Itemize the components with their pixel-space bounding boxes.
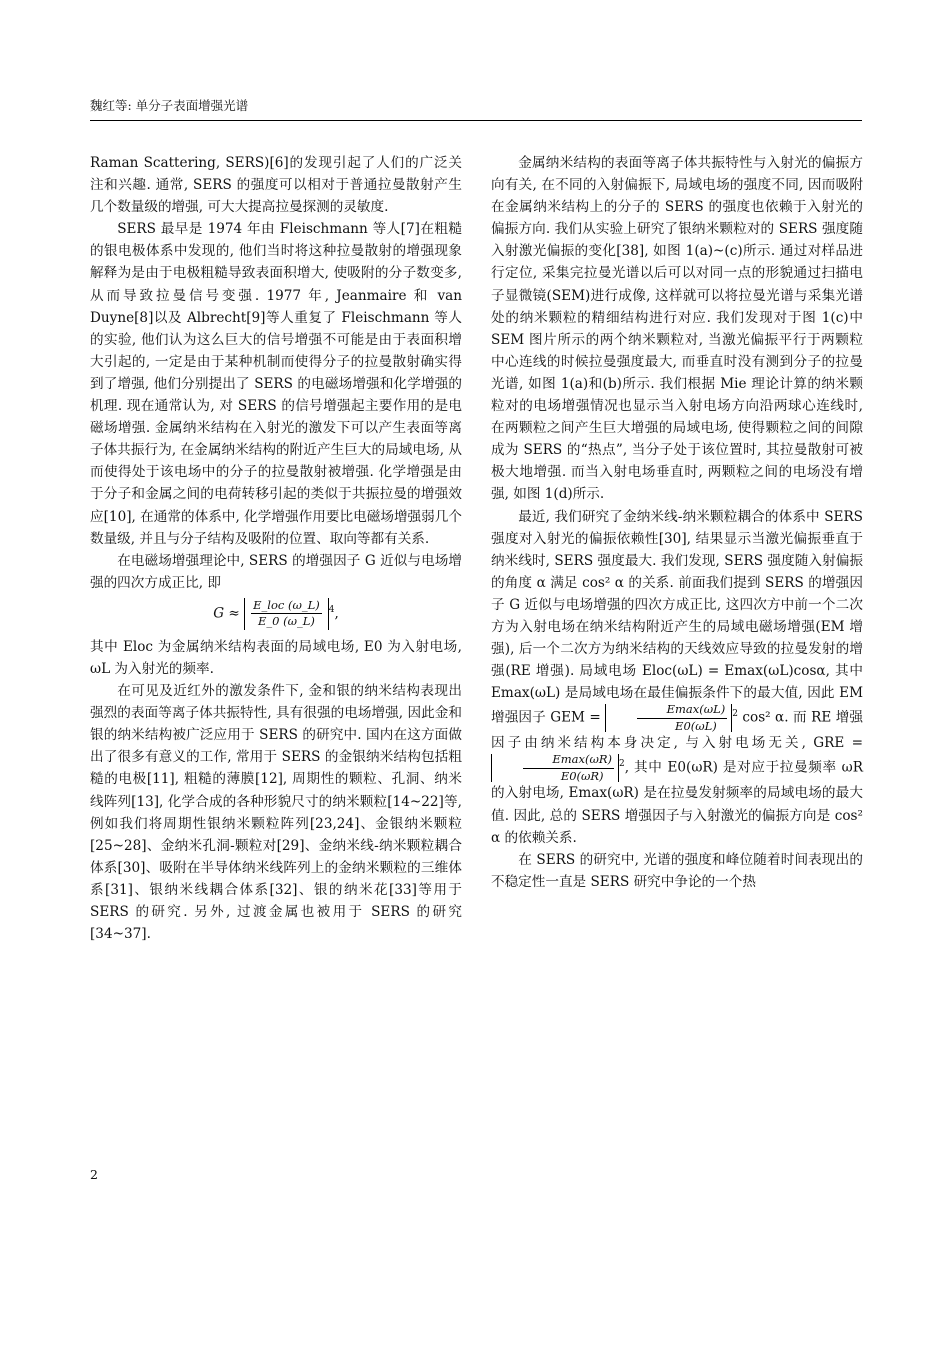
right-column (491, 152, 863, 893)
right-paragraph-2: 最近, 我们研究了金纳米线-纳米颗粒耦合的体系中 SERS 强度对入射光的偏振依赖性[30], 结果显示当激光偏振垂直于纳米线时, SERS 强度最大. 我们发现, SERS 强度随入射偏振的角度 α 满足 cos² α 的关系. 前面我们提到 SERS 的增强因子 G 近似与电场增强的四次方成正比, 这四次方中前一个二次方为入射电场在纳米结构附近产生的局域电磁场增强(EM 增强), 后一个二次方为纳米结构的天线效应导致的拉曼发射的增强(RE 增强). 局域电场 Eloc(ωL) = Emax(ωL)cosα, 其中 Emax(ωL) 是局域电场在最佳偏振条件下的最大值, 因此 EM 增强因子 GEM = $\frac{Emax(\omega L)}{E0(\omega L)}$ $^2$ cos² α. 而 RE 增强因子由纳米结构本身决定, 与入射电场无关, GRE = $\frac{Emax(\omega R)}{E0(\omega R)}$ $^2$, 其中 E0(ωR) 是对应于拉曼频率 ωR 的入射电场, Emax(ωR) 是在拉曼发射频率的局域电场的最大值. 因此, 总的 SERS 增强因子与入射激光的偏振方向是 cos² α 的依赖关系. (491, 508, 863, 846)
left-paragraph-1: Raman Scattering, SERS)[6]的发现引起了人们的广泛关注和兴趣. 通常, SERS 的强度可以相对于普通拉曼散射产生几个数量级的增强, 可大大提高拉曼探测的灵敏度. (90, 155, 462, 216)
gem-denominator: E0(ωL) (675, 718, 717, 733)
gre-denominator: E0(ωR) (560, 768, 604, 783)
right-paragraph-1: 金属纳米结构的表面等离子体共振特性与入射光的偏振方向有关, 在不同的入射偏振下, 局域电场的强度不同, 因而吸附在金属纳米结构上的分子的 SERS 的强度也依赖于入射光的偏振方向. 我们从实验上研究了银纳米颗粒对的 SERS 强度随入射激光偏振的变化[38], 如图 1(a)~(c)所示. 通过对样品进行定位, 采集完拉曼光谱以后可以对同一点的形貌通过扫描电子显微镜(SEM)进行成像, 这样就可以将拉曼光谱与采集光谱处的纳米颗粒的精细结构进行对应. 我们发现对于图 1(c)中 SEM 图片所示的两个纳米颗粒对, 当激光偏振平行于两颗粒中心连线的时候拉曼强度最大, 而垂直时没有测到分子的拉曼光谱, 如图 1(a)和(b)所示. 我们根据 Mie 理论计算的纳米颗粒对的电场增强情况也显示当入射电场方向沿两球心连线时, 在两颗粒之间产生巨大增强的局域电场, 使得颗粒之间的间隙成为 SERS 的“热点”, 当分子处于该位置时, 其拉曼散射可被极大地增强. 而当入射电场垂直时, 两颗粒之间的电场没有增强, 如图 1(d)所示. (491, 155, 863, 503)
formula-denominator: E_0 (ω_L) (257, 614, 315, 629)
gem-abs (605, 704, 732, 732)
formula-abs (244, 598, 329, 630)
page-number: 2 (90, 1167, 98, 1182)
gre-abs (491, 754, 619, 782)
left-paragraph-5: 在可见及近红外的激发条件下, 金和银的纳米结构表现出强烈的表面等离子体共振特性, 具有很强的电场增强, 因此金和银的纳米结构被广泛应用于 SERS 的研究中. 国内在这方面做出了很多有意义的工作, 常用于 SERS 的金银纳米结构包括粗糙的电极[11], 粗糙的薄膜[12], 周期性的颗粒、孔洞、纳米线阵列[13], 化学合成的各种形貌尺寸的纳米颗粒[14~22]等, 例如我们将周期性银纳米颗粒阵列[23,24]、金银纳米颗粒[25~28]、金纳米孔洞-颗粒对[29]、金纳米线-纳米颗粒耦合体系[30]、吸附在半导体纳米线阵列上的金纳米颗粒的三维体系[31]、银纳米线耦合体系[32]、银的纳米花[33]等用于 SERS 的研究. 另外, 过渡金属也被用于 SERS 的研究[34~37]. (90, 683, 462, 943)
right-p2b-tail: cos² α. 而 RE 增强因子由纳米结构本身决定, 与入射电场无关, GRE = (491, 709, 863, 752)
gre-numerator: Emax(ωR) (523, 754, 614, 769)
left-column (90, 152, 462, 945)
formula-power: 4 (328, 604, 335, 615)
formula-G (90, 598, 462, 630)
gem-numerator: Emax(ωL) (637, 704, 727, 719)
left-paragraph-2: SERS 最早是 1974 年由 Fleischmann 等人[7]在粗糙的银电极体系中发现的, 他们当时将这种拉曼散射的增强现象解释为是由于电极粗糙导致表面积增大, 使吸附的分子数变多, 从而导致拉曼信号变强. 1977 年, Jeanmaire 和 van Duyne[8]以及 Albrecht[9]等人重复了 Fleischmann 等人的实验, 他们认为这么巨大的信号增强不可能是由于表面积增大引起的, 一定是由于某种机制而使得分子的拉曼散射确实得到了增强, 他们分别提出了 SERS 的电磁场增强和化学增强的机理. 现在通常认为, 对 SERS 的信号增强起主要作用的是电磁场增强. 金属纳米结构在入射光的激发下可以产生表面等离子体共振行为, 在金属纳米结构的附近产生巨大的局域电场, 从而使得处于该电场中的分子的拉曼散射被增强. 化学增强是由于分子和金属之间的电荷转移引起的类似于共振拉曼的增强效应[10], 在通常的体系中, 化学增强作用要比电磁场增强弱几个数量级, 并且与分子结构及吸附的位置、取向等都有关系. (90, 221, 462, 547)
header-rule (90, 120, 862, 121)
gem-fraction (637, 704, 727, 732)
gre-fraction (523, 754, 614, 782)
left-paragraph-3: 在电磁场增强理论中, SERS 的增强因子 G 近似与电场增强的四次方成正比, 即 (90, 552, 462, 591)
formula-numerator: E_loc (ω_L) (251, 600, 322, 615)
formula-trail: , (334, 605, 339, 622)
running-header: 魏红等: 单分子表面增强光谱 (90, 98, 249, 113)
right-paragraph-3: 在 SERS 的研究中, 光谱的强度和峰位随着时间表现出的不稳定性一直是 SERS 研究中争论的一个热 (491, 851, 863, 890)
formula-lhs: G ≈ (213, 605, 240, 622)
left-paragraph-4: 其中 Eloc 为金属纳米结构表面的局域电场, E0 为入射电场, ωL 为入射光的频率. (90, 638, 462, 677)
formula-fraction (251, 597, 322, 629)
right-p2-text: 最近, 我们研究了金纳米线-纳米颗粒耦合的体系中 SERS 强度对入射光的偏振依赖性[30], 结果显示当激光偏振垂直于纳米线时, SERS 强度最大. 我们发现, SERS 强度随入射偏振的角度 α 满足 cos² α 的关系. 前面我们提到 SERS 的增强因子 G 近似与电场增强的四次方成正比, 这四次方中前一个二次方为入射电场在纳米结构附近产生的局域电磁场增强(EM 增强), 后一个二次方为纳米结构的天线效应导致的拉曼发射的增强(RE 增强). 局域电场 Eloc(ωL) = Emax(ωL)cosα, 其中 Emax(ωL) 是局域电场在最佳偏振条件下的最大值, 因此 EM 增强因子 GEM = (491, 508, 863, 726)
right-p2c-tail: , 其中 E0(ωR) 是对应于拉曼频率 ωR 的入射电场, Emax(ωR) 是在拉曼发射频率的局域电场的最大值. 因此, 总的 SERS 增强因子与入射激光的偏振方向是 cos² α 的依赖关系. (491, 759, 863, 846)
